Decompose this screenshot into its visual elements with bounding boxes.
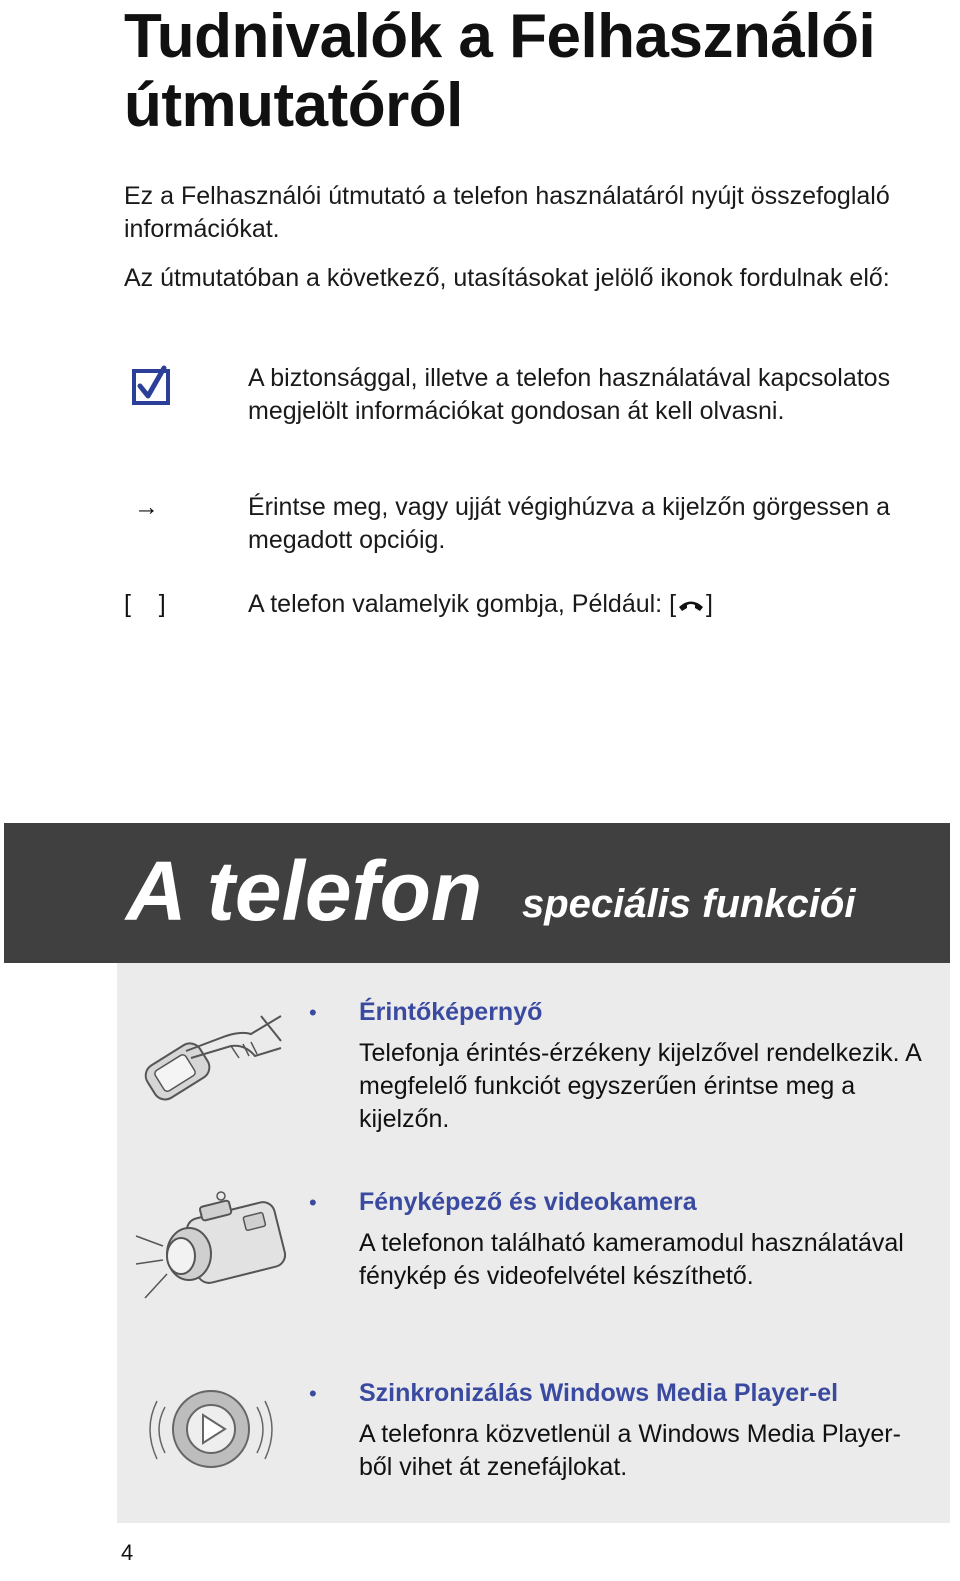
phone-end-key-icon bbox=[676, 592, 706, 616]
legend-key-text-before: A telefon valamelyik gombja, Például: [ bbox=[248, 590, 677, 618]
legend-key-text bbox=[248, 588, 938, 621]
bracket-symbol: [ ] bbox=[124, 590, 166, 618]
feature-title: Érintőképernyő bbox=[359, 998, 543, 1026]
feature-title: Szinkronizálás Windows Media Player-el bbox=[359, 1379, 839, 1407]
banner-subtitle: speciális funkciói bbox=[522, 882, 856, 926]
legend-key-text-after: ] bbox=[706, 590, 713, 618]
banner-title: A telefon bbox=[126, 844, 483, 938]
legend-warning-text: A biztonsággal, illetve a telefon használatával kapcsolatos megjelölt információkat gondosan át kell olvasni. bbox=[248, 364, 891, 425]
camera-icon bbox=[131, 1184, 281, 1314]
page-title: Tudnivalók a Felhasználói útmutatóról bbox=[124, 2, 876, 140]
features-panel bbox=[117, 963, 950, 1523]
legend-arrow-text: Érintse meg, vagy ujját végighúzva a kijelzőn görgessen a megadott opcióig. bbox=[248, 493, 891, 554]
page-number: 4 bbox=[121, 1540, 134, 1565]
feature-description: A telefonra közvetlenül a Windows Media Player-ből vihet át zenefájlokat. bbox=[359, 1420, 901, 1481]
intro-icons-paragraph: Az útmutatóban a következő, utasításokat jelölő ikonok fordulnak elő: bbox=[124, 264, 890, 292]
media-player-icon bbox=[131, 1377, 281, 1507]
feature-description: Telefonja érintés-érzékeny kijelzővel rendelkezik. A megfelelő funkciót egyszerűen érintse meg a kijelzőn. bbox=[359, 1039, 921, 1133]
section-banner bbox=[4, 823, 950, 963]
touch-screen-icon bbox=[131, 996, 281, 1126]
checkbox-icon bbox=[124, 362, 184, 402]
bullet: • bbox=[309, 1190, 317, 1215]
intro-paragraph: Ez a Felhasználói útmutató a telefon használatáról nyújt összefoglaló információkat. bbox=[124, 182, 890, 243]
feature-title: Fényképező és videokamera bbox=[359, 1188, 697, 1216]
bullet: • bbox=[309, 1381, 317, 1406]
feature-description: A telefonon található kameramodul használatával fénykép és videofelvétel készíthető. bbox=[359, 1229, 904, 1290]
arrow-icon: → bbox=[134, 493, 159, 521]
bullet: • bbox=[309, 1000, 317, 1025]
